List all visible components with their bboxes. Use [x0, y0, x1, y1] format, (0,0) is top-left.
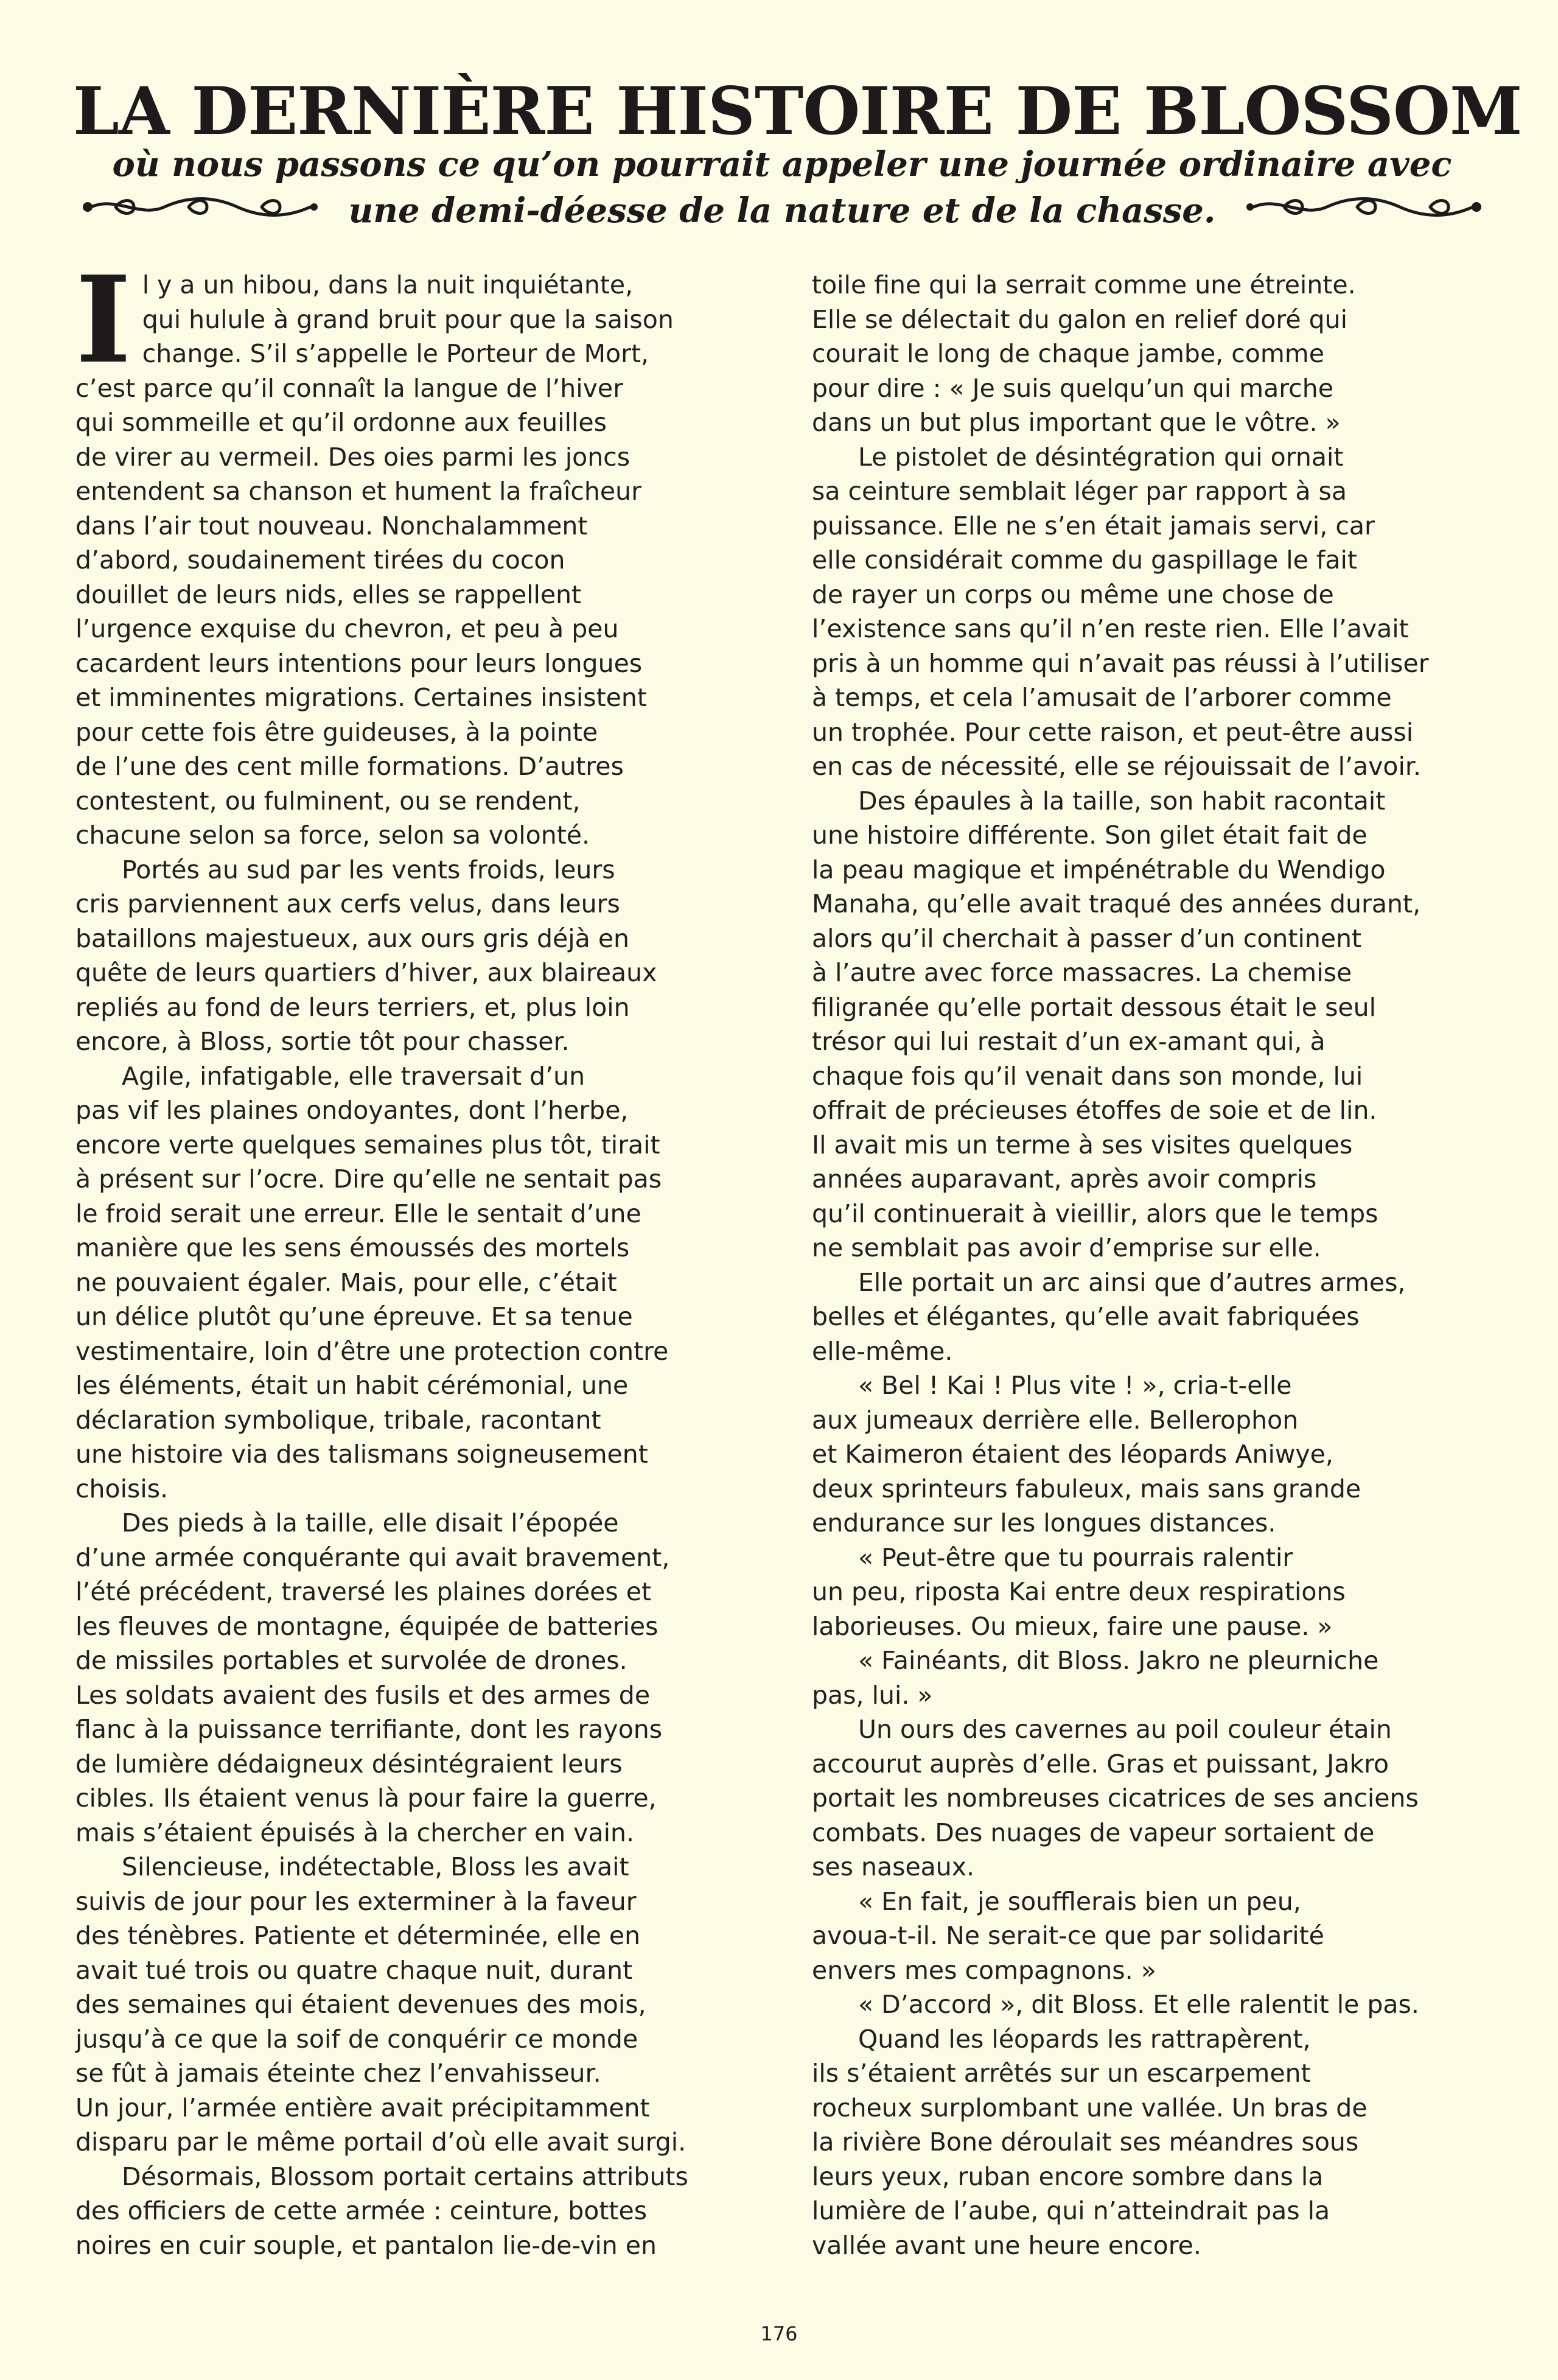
text-line: pour dire : « Je suis quelqu’un qui marche: [812, 373, 1333, 403]
text-line: douillet de leurs nids, elles se rappellent: [75, 579, 582, 609]
text-line: se fût à jamais éteinte chez l’envahisseur.: [75, 2059, 601, 2088]
text-line: « Fainéants, dit Bloss. Jakro ne pleurniche: [858, 1646, 1379, 1675]
text-line: de lumière dédaigneux désintégraient leurs: [75, 1749, 623, 1779]
text-line: alors qu’il cherchait à passer d’un continent: [812, 923, 1362, 953]
paragraph: [812, 1541, 1500, 1644]
text-line: toile fine qui la serrait comme une étreinte.: [812, 270, 1356, 299]
text-line: de l’une des cent mille formations. D’autres: [75, 752, 624, 781]
paragraph: [75, 1850, 763, 2160]
text-line: portait les nombreuses cicatrices de ses anciens: [812, 1783, 1419, 1813]
subtitle-line: où nous passons ce qu’on pourrait appeler une journée ordinaire avec: [112, 144, 1452, 184]
paragraph: [75, 1506, 763, 1850]
text-line: dans un but plus important que le vôtre. »: [812, 408, 1341, 437]
text-line: repliés au fond de leurs terriers, et, plus loin: [75, 992, 630, 1022]
paragraph: [75, 2160, 763, 2263]
text-line: pris à un homme qui n’avait pas réussi à l’utiliser: [812, 648, 1429, 678]
text-line: qu’il continuerait à vieillir, alors que le temps: [812, 1199, 1378, 1228]
text-line: de missiles portables et survolée de drones.: [75, 1646, 627, 1675]
text-line: années auparavant, après avoir compris: [812, 1164, 1317, 1194]
text-line: leurs yeux, ruban encore sombre dans la: [812, 2161, 1324, 2191]
text-line: qui sommeille et qu’il ordonne aux feuilles: [75, 408, 607, 437]
paragraph: [812, 1987, 1500, 2022]
text-line: chacune selon sa force, selon sa volonté.: [75, 821, 590, 850]
text-line: cibles. Ils étaient venus là pour faire la guerre,: [75, 1783, 657, 1813]
text-line: la rivière Bone déroulait ses méandres sous: [812, 2127, 1359, 2157]
text-line: de rayer un corps ou même une chose de: [812, 579, 1334, 609]
text-line: suivis de jour pour les exterminer à la faveur: [75, 1886, 637, 1916]
text-line: pas, lui. »: [812, 1680, 933, 1710]
text-line: de virer au vermeil. Des oies parmi les joncs: [75, 442, 631, 472]
text-line: à l’autre avec force massacres. La chemise: [812, 958, 1352, 987]
text-line: un peu, riposta Kai entre deux respirations: [812, 1577, 1346, 1606]
text-line: endurance sur les longues distances.: [812, 1508, 1276, 1538]
text-line: ne semblait pas avoir d’emprise sur elle.: [812, 1233, 1321, 1262]
text-line: vestimentaire, loin d’être une protection contre: [75, 1336, 669, 1366]
paragraph: [812, 784, 1500, 1265]
text-line: Manaha, qu’elle avait traqué des années durant,: [812, 889, 1421, 919]
text-line: qui hulule à grand bruit pour que la saison: [142, 304, 674, 334]
text-line: d’abord, soudainement tirées du cocon: [75, 545, 565, 575]
text-line: Les soldats avaient des fusils et des armes de: [75, 1680, 651, 1710]
text-line: à présent sur l’ocre. Dire qu’elle ne sentait pas: [75, 1164, 662, 1194]
text-line: un trophée. Pour cette raison, et peut-être aussi: [812, 717, 1414, 747]
text-line: Silencieuse, indétectable, Bloss les avait: [122, 1852, 629, 1881]
text-line: trésor qui lui restait d’un ex-amant qui, à: [812, 1027, 1326, 1056]
text-line: flanc à la puissance terrifiante, dont les rayons: [75, 1715, 663, 1744]
text-line: contestent, ou fulminent, ou se rendent,: [75, 786, 581, 816]
text-line: rocheux surplombant une vallée. Un bras de: [812, 2093, 1368, 2123]
text-line: ses naseaux.: [812, 1852, 975, 1881]
text-line: entendent sa chanson et hument la fraîcheur: [75, 477, 641, 506]
text-line: change. S’il s’appelle le Porteur de Mort,: [142, 339, 649, 368]
text-line: accourut auprès d’elle. Gras et puissant, Jakro: [812, 1749, 1389, 1779]
text-line: courait le long de chaque jambe, comme: [812, 339, 1324, 368]
text-line: c’est parce qu’il connaît la langue de l’hiver: [75, 373, 623, 403]
text-line: Des pieds à la taille, elle disait l’épopée: [122, 1508, 619, 1538]
paragraph: [812, 268, 1500, 440]
text-line: les fleuves de montagne, équipée de batteries: [75, 1611, 658, 1641]
text-line: l’été précédent, traversé les plaines dorées et: [75, 1577, 652, 1606]
paragraph: [75, 1059, 763, 1507]
paragraph: [75, 250, 763, 853]
text-line: « Peut-être que tu pourrais ralentir: [858, 1542, 1293, 1572]
text-line: disparu par le même portail d’où elle avait surgi.: [75, 2127, 686, 2157]
paragraph: [812, 1368, 1500, 1541]
text-line: mais s’étaient épuisés à la chercher en vain.: [75, 1818, 635, 1847]
text-line: Des épaules à la taille, son habit racontait: [858, 786, 1386, 816]
text-line: avait tué trois ou quatre chaque nuit, durant: [75, 1955, 633, 1985]
text-line: « D’accord », dit Bloss. Et elle ralentit le pas.: [858, 1990, 1419, 2019]
text-line: Elle se délectait du galon en relief doré qui: [812, 304, 1347, 334]
text-line: aux jumeaux derrière elle. Bellerophon: [812, 1405, 1299, 1435]
text-line: deux sprinteurs fabuleux, mais sans grande: [812, 1474, 1361, 1503]
text-line: déclaration symbolique, tribale, racontant: [75, 1405, 601, 1435]
text-line: belles et élégantes, qu’elle avait fabriquées: [812, 1302, 1360, 1331]
right-text-column: [812, 268, 1500, 2263]
text-line: filigranée qu’elle portait dessous était le seul: [812, 992, 1377, 1022]
text-line: bataillons majestueux, aux ours gris déjà en: [75, 923, 630, 953]
text-line: les éléments, était un habit cérémonial, une: [75, 1371, 629, 1400]
paragraph: [812, 1265, 1500, 1369]
text-line: envers mes compagnons. »: [812, 1955, 1156, 1985]
text-line: puissance. Elle ne s’en était jamais servi, car: [812, 511, 1375, 541]
paragraph: [812, 1885, 1500, 1988]
text-line: des ténèbres. Patiente et déterminée, elle en: [75, 1921, 641, 1950]
text-line: encore verte quelques semaines plus tôt, tirait: [75, 1130, 660, 1160]
subtitle-line: une demi-déesse de la nature et de la chasse.: [348, 191, 1216, 231]
text-line: à temps, et cela l’amusait de l’arborer comme: [812, 683, 1392, 712]
paragraph: [812, 440, 1500, 784]
text-line: Portés au sud par les vents froids, leurs: [122, 855, 615, 884]
paragraph: [812, 2022, 1500, 2263]
text-line: noires en cuir souple, et pantalon lie-de-vin en: [75, 2230, 657, 2260]
text-line: pour cette fois être guideuses, à la pointe: [75, 717, 598, 747]
text-line: et imminentes migrations. Certaines insistent: [75, 683, 647, 712]
text-line: Un jour, l’armée entière avait précipitamment: [75, 2093, 650, 2123]
text-line: jusqu’à ce que la soif de conquérir ce monde: [75, 2024, 638, 2054]
text-line: un délice plutôt qu’une épreuve. Et sa tenue: [75, 1302, 633, 1331]
text-line: ils s’étaient arrêtés sur un escarpement: [812, 2059, 1311, 2088]
text-line: offrait de précieuses étoffes de soie et de lin.: [812, 1096, 1377, 1125]
text-line: elle-même.: [812, 1336, 953, 1366]
left-flourish-icon: [79, 194, 323, 220]
text-line: cacardent leurs intentions pour leurs longues: [75, 648, 643, 678]
left-text-column: [75, 250, 763, 2263]
text-line: Il avait mis un terme à ses visites quelques: [812, 1130, 1353, 1160]
text-line: une histoire via des talismans soigneusement: [75, 1440, 648, 1469]
text-line: vallée avant une heure encore.: [812, 2230, 1201, 2260]
text-line: sa ceinture semblait léger par rapport à sa: [812, 477, 1347, 506]
paragraph: [812, 1643, 1500, 1712]
text-line: elle considérait comme du gaspillage le fait: [812, 545, 1357, 575]
text-line: l y a un hibou, dans la nuit inquiétante,: [142, 270, 634, 299]
text-line: l’urgence exquise du chevron, et peu à peu: [75, 614, 619, 643]
text-line: quête de leurs quartiers d’hiver, aux blaireaux: [75, 958, 657, 987]
text-line: Quand les léopards les rattrapèrent,: [858, 2024, 1311, 2054]
text-line: avoua-t-il. Ne serait-ce que par solidarité: [812, 1921, 1324, 1950]
text-line: Désormais, Blossom portait certains attributs: [122, 2161, 688, 2191]
text-line: encore, à Bloss, sortie tôt pour chasser.: [75, 1027, 570, 1056]
text-line: choisis.: [75, 1474, 169, 1503]
text-line: combats. Des nuages de vapeur sortaient de: [812, 1818, 1375, 1847]
text-line: Un ours des cavernes au poil couleur étain: [858, 1715, 1392, 1744]
drop-cap: I: [75, 250, 131, 390]
text-line: Agile, infatigable, elle traversait d’un: [122, 1061, 585, 1091]
text-line: Elle portait un arc ainsi que d’autres armes,: [858, 1267, 1406, 1297]
text-line: laborieuses. Ou mieux, faire une pause. »: [812, 1611, 1333, 1641]
text-line: chaque fois qu’il venait dans son monde, lui: [812, 1061, 1363, 1091]
text-line: manière que les sens émoussés des mortels: [75, 1233, 630, 1262]
paragraph: [812, 1712, 1500, 1885]
text-line: lumière de l’aube, qui n’atteindrait pas la: [812, 2196, 1330, 2225]
text-line: en cas de nécessité, elle se réjouissait de l’avoir.: [812, 752, 1421, 781]
text-line: le froid serait une erreur. Elle le sentait d’une: [75, 1199, 641, 1228]
text-line: une histoire différente. Son gilet était fait de: [812, 821, 1368, 850]
text-line: cris parviennent aux cerfs velus, dans leurs: [75, 889, 620, 919]
right-flourish-icon: [1242, 194, 1485, 220]
text-line: et Kaimeron étaient des léopards Aniwye,: [812, 1440, 1333, 1469]
text-line: dans l’air tout nouveau. Nonchalamment: [75, 511, 588, 541]
page-title: LA DERNIÈRE HISTOIRE DE BLOSSOM: [73, 73, 1522, 150]
text-line: pas vif les plaines ondoyantes, dont l’herbe,: [75, 1096, 629, 1125]
text-line: d’une armée conquérante qui avait bravement,: [75, 1542, 670, 1572]
paragraph: [75, 853, 763, 1059]
text-line: la peau magique et impénétrable du Wendigo: [812, 855, 1386, 884]
page-number: 176: [760, 2322, 798, 2345]
text-line: ne pouvaient égaler. Mais, pour elle, c’était: [75, 1267, 617, 1297]
text-line: « Bel ! Kai ! Plus vite ! », cria-t-elle: [858, 1371, 1292, 1400]
text-line: « En fait, je soufflerais bien un peu,: [858, 1886, 1301, 1916]
text-line: l’existence sans qu’il n’en reste rien. Elle l’avait: [812, 614, 1409, 643]
text-line: des semaines qui étaient devenues des mois,: [75, 1990, 646, 2019]
text-line: des officiers de cette armée : ceinture, bottes: [75, 2196, 648, 2225]
text-line: Le pistolet de désintégration qui ornait: [858, 442, 1344, 472]
